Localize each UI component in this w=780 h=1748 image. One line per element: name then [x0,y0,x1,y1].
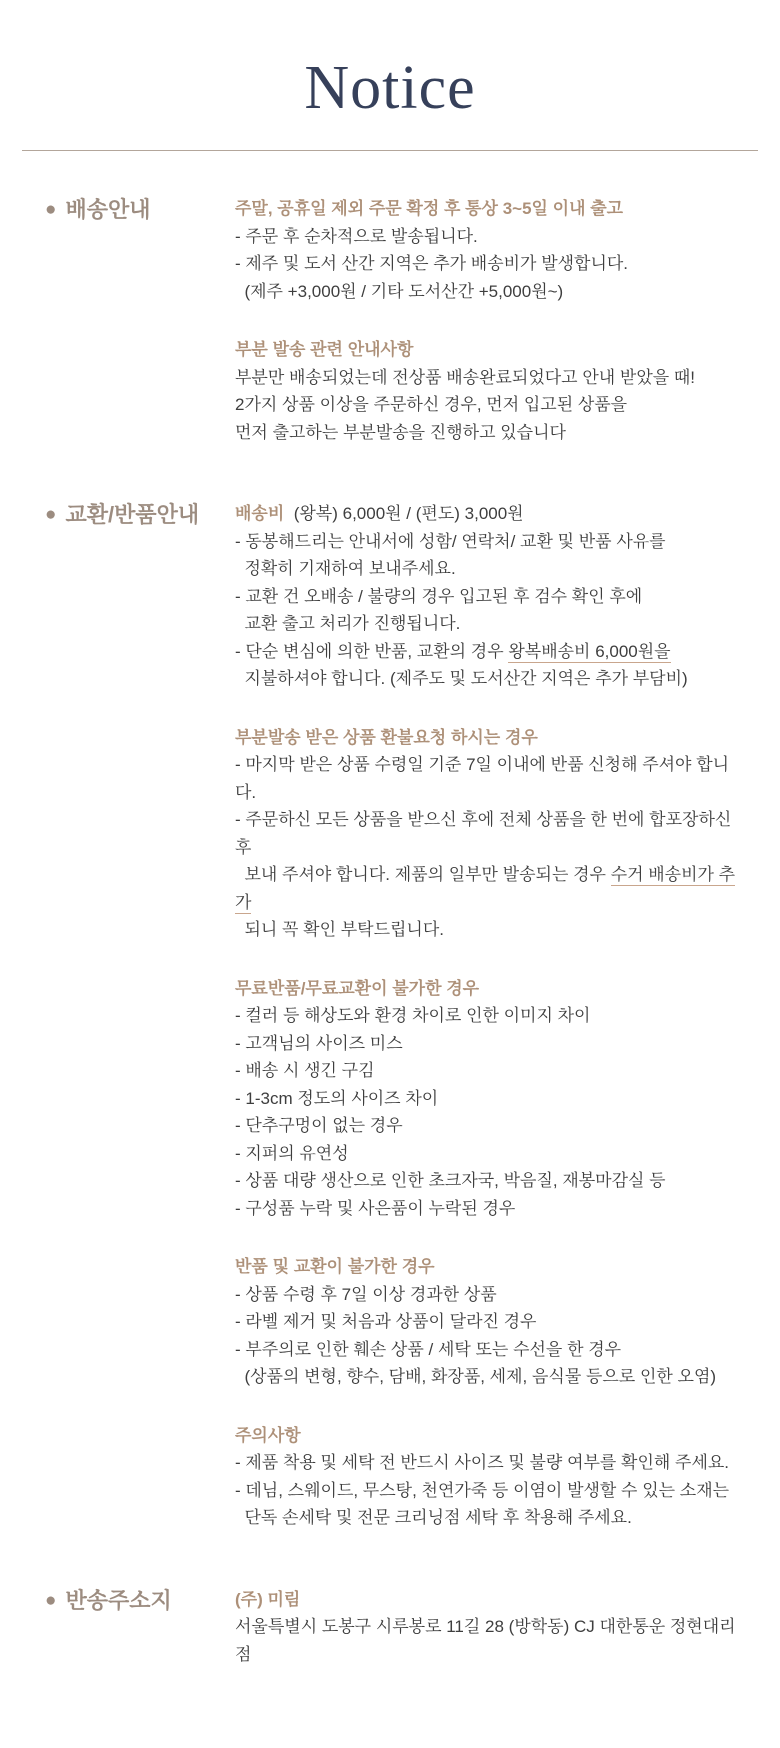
bullet-icon: ● [45,199,57,221]
inline-heading: 배송비 [235,504,285,524]
text-line [235,1477,744,1505]
underlined-text: 왕복배송비 6,000원을 [508,641,671,661]
bullet-icon: ● [45,504,57,526]
text-segment: (왕복) 6,000원 / (편도) 3,000원 [284,504,524,524]
text-segment: - 동봉해드리는 안내서에 성함/ 연락처/ 교환 및 반품 사유를 [235,531,666,551]
text-segment: - 주문 후 순차적으로 발송됩니다. [235,226,478,246]
text-line [235,916,744,944]
text-line [235,583,744,611]
section-exchange-return-info [45,500,744,1532]
text-group [235,336,744,446]
text-group [235,975,744,1223]
text-segment: - 지퍼의 유연성 [235,1143,349,1163]
text-line [235,665,744,693]
text-line [235,1057,744,1085]
text-group [235,724,744,944]
text-group [235,1422,744,1532]
text-group [235,195,744,305]
text-segment: 되니 꼭 확인 부탁드립니다. [235,920,444,940]
group-subheading: 주의사항 [235,1425,301,1445]
text-line [235,610,744,638]
text-segment: - 제품 착용 및 세탁 전 반드시 사이즈 및 불량 여부를 확인해 주세요. [235,1453,730,1473]
section-label-text: 반송주소지 [65,1587,172,1613]
text-segment: 정확히 기재하여 보내주세요. [235,559,456,579]
section-label-text: 교환/반품안내 [65,502,200,528]
text-segment: (상품의 변형, 향수, 담배, 화장품, 세제, 음식물 등으로 인한 오염) [235,1367,717,1387]
section-content [235,500,744,1532]
text-segment: - 주문하신 모든 상품을 받으신 후에 전체 상품을 한 번에 합포장하신 후 [235,810,737,857]
section-content [235,1586,744,1669]
text-line [235,751,744,806]
group-subheading: 주말, 공휴일 제외 주문 확정 후 통상 3~5일 이내 출고 [235,199,624,219]
text-line [235,1167,744,1195]
text-segment: - 고객님의 사이즈 미스 [235,1033,403,1053]
text-segment: - 부주의로 인한 훼손 상품 / 세탁 또는 수선을 한 경우 [235,1339,622,1359]
section-label-return-address [45,1586,235,1669]
text-group [235,500,744,693]
text-line [235,278,744,306]
text-line [235,391,744,419]
text-line [235,1308,744,1336]
text-group [235,1586,744,1669]
text-line [235,500,744,528]
section-shipping-info [45,195,744,446]
group-subheading: 부분발송 받은 상품 환불요청 하시는 경우 [235,727,538,747]
text-line [235,1140,744,1168]
text-line [235,1085,744,1113]
notice-sections [0,151,780,1668]
text-segment: - 구성품 누락 및 사은품이 누락된 경우 [235,1198,516,1218]
text-segment: 부분만 배송되었는데 전상품 배송완료되었다고 안내 받았을 때! [235,367,696,387]
text-segment: 지불하셔야 합니다. (제주도 및 도서산간 지역은 추가 부담비) [235,669,688,689]
text-line [235,1363,744,1391]
text-segment: 서울특별시 도봉구 시루봉로 11길 28 (방학동) CJ 대한통운 정현대리점 [235,1617,736,1664]
text-line [235,528,744,556]
page-title: Notice [304,54,476,122]
text-segment: - 상품 대량 생산으로 인한 초크자국, 박음질, 재봉마감실 등 [235,1171,666,1191]
group-subheading: 무료반품/무료교환이 불가한 경우 [235,978,480,998]
text-segment: (제주 +3,000원 / 기타 도서산간 +5,000원~) [235,281,564,301]
group-subheading: (주) 미림 [235,1589,301,1609]
text-line [235,1112,744,1140]
text-segment: - 배송 시 생긴 구김 [235,1061,375,1081]
text-segment: 2가지 상품 이상을 주문하신 경우, 먼저 입고된 상품을 [235,395,628,415]
text-segment: 단독 손세탁 및 전문 크리닝점 세탁 후 착용해 주세요. [235,1508,632,1528]
underlined-text: 수거 배송비가 추가 [235,865,736,912]
text-line [235,638,744,666]
text-line [235,1449,744,1477]
text-line [235,223,744,251]
text-line [235,1281,744,1309]
text-line [235,1336,744,1364]
text-line [235,1613,744,1668]
text-group [235,1253,744,1391]
text-line [235,555,744,583]
text-line [235,419,744,447]
text-segment: - 상품 수령 후 7일 이상 경과한 상품 [235,1284,497,1304]
text-line [235,806,744,861]
section-label-text: 배송안내 [65,197,151,223]
text-segment: 보내 주셔야 합니다. 제품의 일부만 발송되는 경우 [235,865,611,885]
text-segment: - 단순 변심에 의한 반품, 교환의 경우 [235,641,509,661]
text-line [235,1030,744,1058]
section-label-exchange-return-info [45,500,235,1532]
text-segment: 교환 출고 처리가 진행됩니다. [235,614,461,634]
section-label-shipping-info [45,195,235,446]
text-line [235,861,744,916]
text-line [235,1002,744,1030]
text-line [235,1504,744,1532]
text-segment: - 교환 건 오배송 / 불량의 경우 입고된 후 검수 확인 후에 [235,586,643,606]
text-segment: - 단추구멍이 없는 경우 [235,1116,403,1136]
section-content [235,195,744,446]
text-segment: - 라벨 제거 및 처음과 상품이 달라진 경우 [235,1312,537,1332]
text-segment: - 컬러 등 해상도와 환경 차이로 인한 이미지 차이 [235,1006,591,1026]
text-segment: - 1-3cm 정도의 사이즈 차이 [235,1088,439,1108]
text-segment: - 마지막 받은 상품 수령일 기준 7일 이내에 반품 신청해 주셔야 합니다. [235,755,730,802]
text-line [235,364,744,392]
bullet-icon: ● [45,1589,57,1611]
text-segment: 먼저 출고하는 부분발송을 진행하고 있습니다 [235,422,566,442]
text-line [235,250,744,278]
text-segment: - 데님, 스웨이드, 무스탕, 천연가죽 등 이염이 발생할 수 있는 소재는 [235,1480,730,1500]
section-return-address [45,1586,744,1669]
group-subheading: 반품 및 교환이 불가한 경우 [235,1257,435,1277]
text-segment: - 제주 및 도서 산간 지역은 추가 배송비가 발생합니다. [235,254,629,274]
group-subheading: 부분 발송 관련 안내사항 [235,340,414,360]
text-line [235,1195,744,1223]
